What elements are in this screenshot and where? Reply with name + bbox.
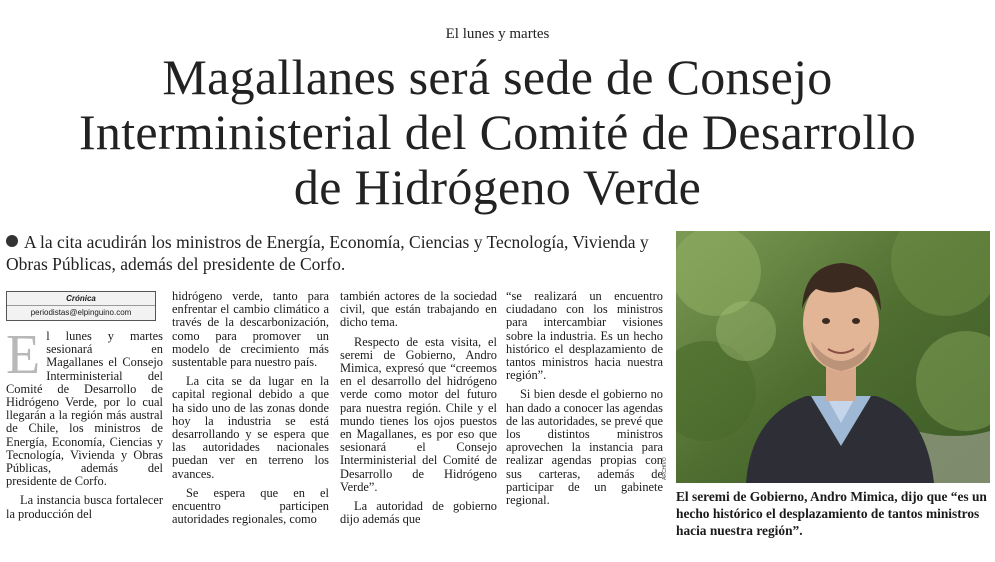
photo-caption: El seremi de Gobierno, Andro Mimica, dijo que “es un hecho histórico el desplazamiento de tantos ministros hacia nuestra región”. [676, 489, 987, 538]
portrait-illustration [676, 231, 990, 483]
headline-line-2: Interministerial del Comité de Desarrollo [78, 104, 917, 160]
column-3-paragraph-3: La autoridad de gobierno dijo además que [340, 499, 497, 527]
column-3-paragraph-1: también actores de la sociedad civil, que están trabajando en dicho tema. [340, 289, 497, 330]
bullet-icon [6, 235, 18, 247]
column-4-paragraph-1: “se realizará un encuentro ciudadano con los ministros para intercambiar visiones sobre la industria. Es un hecho histórico el desplazamiento de tantos ministros hacia nuestra región”. [506, 289, 663, 383]
headline [0, 50, 995, 215]
byline-box [6, 291, 156, 321]
column-2-paragraph-3: Se espera que en el encuentro participen autoridades regionales, como [172, 485, 329, 527]
article-column-1 [6, 324, 163, 521]
column-3-paragraph-2: Respecto de esta visita, el seremi de Gobierno, Andro Mimica, expresó que “creemos en el desarrollo del hidrógeno verde como motor del futuro para nuestra región. Chile y el mundo tienes los ojos puestos en Magallanes, es por eso que sesionará el Consejo Interministerial del Comité de Desarrollo de Hidrógeno Verde”. [340, 334, 497, 494]
article-photo [676, 231, 990, 483]
column-1-paragraph-2: La instancia busca fortalecer la producción del [6, 493, 163, 521]
column-2-paragraph-2: La cita se da lugar en la capital regional debido a que ha sido uno de las zonas donde hoy la industria se está desarrollando y se espera que las autoridades nacionales puedan ver en terreno los avances. [172, 374, 329, 481]
drop-cap: E [6, 324, 41, 386]
article-column-2 [172, 290, 329, 526]
article-column-4 [506, 290, 663, 507]
headline-line-1: Magallanes será sede de Consejo [162, 49, 833, 105]
column-4-paragraph-2: Si bien desde el gobierno no han dado a conocer las agendas de las autoridades, se prevé que los distintos ministros aprovechen la instancia para realizar agendas propias con sus carteras, además de participar de un gabinete regional. [506, 387, 663, 508]
kicker: El lunes y martes [445, 26, 550, 42]
byline-email[interactable]: periodistas@elpinguino.com [30, 308, 132, 317]
photo-credit-label: ARCHIVO [662, 457, 668, 481]
column-2-paragraph-1: hidrógeno verde, tanto para enfrentar el cambio climático a través de la descarbonización, como para promover un modelo de crecimiento más sustentable para nuestro país. [172, 289, 329, 370]
lead-text: A la cita acudirán los ministros de Energía, Economía, Ciencias y Tecnología, Vivienda y Obras Públicas, además del presidente de Corfo. [6, 232, 649, 274]
article-column-3 [340, 290, 497, 526]
column-1-paragraph-1 [6, 324, 163, 489]
lead-paragraph [6, 231, 671, 275]
byline-section: Crónica [7, 292, 155, 306]
headline-line-3: de Hidrógeno Verde [293, 159, 702, 215]
column-1-text-1: l lunes y martes sesionará en Magallanes el Consejo Interministerial del Comité de Desarrollo de Hidrógeno Verde, por lo cual llegarán a la región más austral de Chile, los ministros de Energía, Economía, Ciencias y Tecnología, Vivienda y Obras Públicas, además del presidente de Corfo. [6, 329, 163, 489]
